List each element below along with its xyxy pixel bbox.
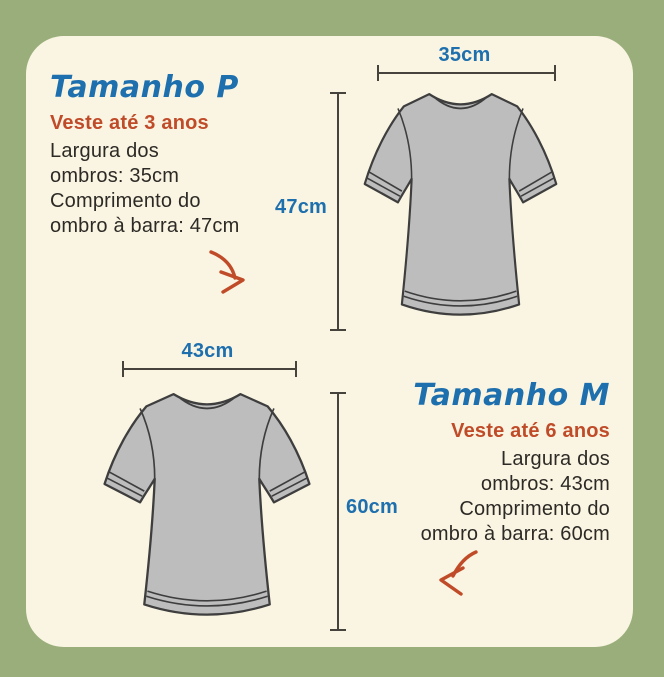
- size-chart-card: [26, 36, 633, 647]
- size-m-width-ruler: [122, 361, 297, 377]
- size-p-width-label: 35cm: [438, 44, 491, 66]
- size-m-age-range: Veste até 6 anos: [451, 420, 610, 442]
- size-p-title: Tamanho P: [50, 70, 239, 105]
- measurement-text: ombros: 43cm: [480, 473, 610, 495]
- measurement-text: Comprimento do: [459, 498, 610, 520]
- size-p-length-label: 47cm: [275, 196, 327, 218]
- size-p-length-ruler: [330, 92, 346, 331]
- size-m-title: Tamanho M: [413, 378, 610, 413]
- measurement-text: Comprimento do: [50, 190, 201, 212]
- measurement-text: Largura dos: [50, 140, 159, 162]
- measurement-text: ombro à barra: 47cm: [50, 215, 240, 237]
- curved-arrow-icon: [205, 248, 263, 294]
- tshirt-back-illustration-m: [92, 388, 322, 633]
- measurement-text: Largura dos: [501, 448, 610, 470]
- size-m-length-label: 60cm: [346, 496, 398, 518]
- size-p-width-ruler: [377, 65, 556, 81]
- size-m-length-ruler: [330, 392, 346, 631]
- size-m-measurements: [370, 447, 610, 547]
- tshirt-back-illustration-p: [353, 88, 568, 333]
- size-p-measurements: [50, 139, 290, 239]
- size-m-info-block: [370, 378, 610, 547]
- size-m-width-label: 43cm: [181, 340, 234, 362]
- size-p-age-range: Veste até 3 anos: [50, 112, 209, 134]
- size-p-info-block: [50, 70, 290, 239]
- measurement-text: ombro à barra: 60cm: [420, 523, 610, 545]
- measurement-text: ombros: 35cm: [50, 165, 180, 187]
- curved-arrow-icon: [424, 548, 482, 600]
